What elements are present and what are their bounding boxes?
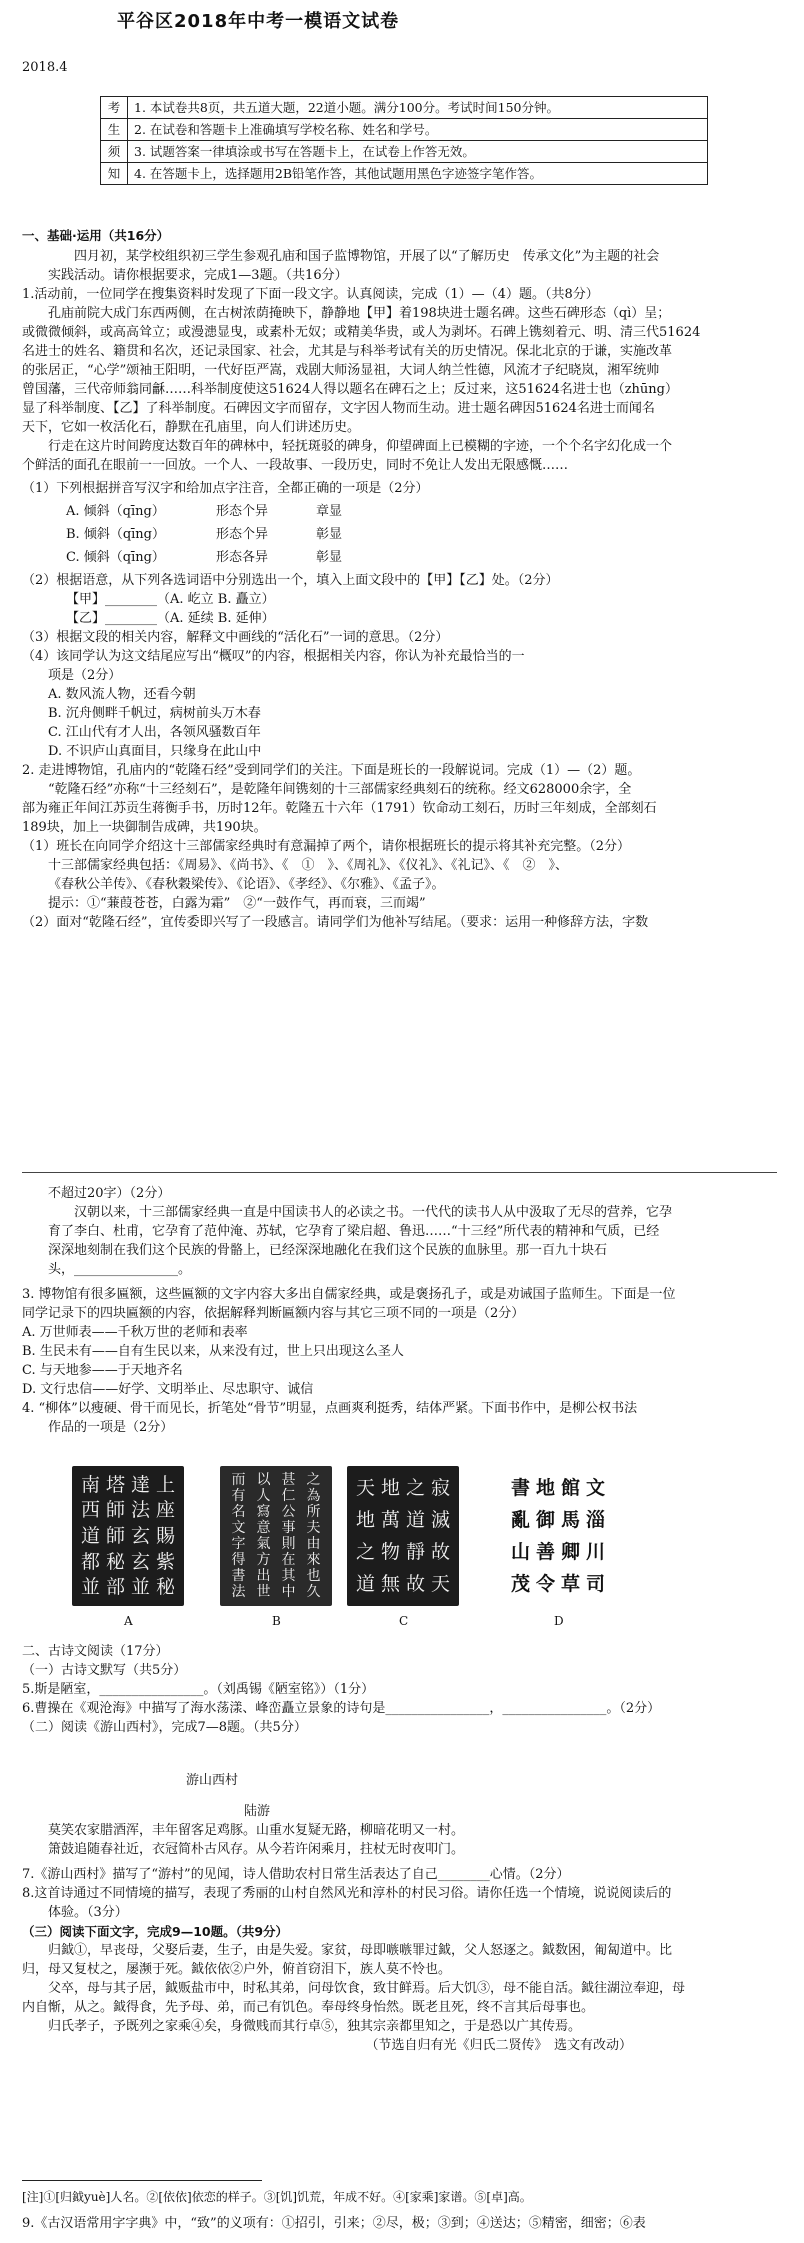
option[interactable]: A. 倾斜（qīng） 形态个异 章显 bbox=[66, 504, 343, 519]
question[interactable]: 6.曹操在《观沧海》中描写了海水荡漾、峰峦矗立景象的诗句是________________，________________。（2分） bbox=[22, 1701, 661, 1716]
answer-blank[interactable]: 【甲】________（A. 屹立 B. 矗立） bbox=[66, 592, 275, 607]
passage-line: 归鉞①，早丧母，父娶后妻，生子，由是失爱。家贫，母即嗾嗾罪过鉞，父人怒逐之。鉞数困，匍匐道中。比 bbox=[48, 1943, 673, 1958]
subsection-heading: （二）阅读《游山西村》，完成7—8题。（共5分） bbox=[22, 1720, 307, 1735]
source-note: （节选自归有光《归氏二贤传》 选文有改动） bbox=[365, 2038, 632, 2053]
hint: 提示：①“蒹葭苍苍，白露为霜” ②“一鼓作气，再而衰，三而竭” bbox=[48, 896, 426, 911]
notice-label: 生 bbox=[101, 119, 128, 141]
notice-label: 知 bbox=[101, 163, 128, 185]
answer-blank[interactable]: 头，________________。 bbox=[48, 1262, 192, 1277]
passage bbox=[22, 304, 782, 475]
option[interactable]: C. 与天地参——于天地齐名 bbox=[22, 1363, 183, 1378]
image-caption: D bbox=[554, 1614, 564, 1628]
passage-line: 行走在这片时间跨度达数百年的碑林中，轻抚斑驳的碑身，仰望碑面上已模糊的字迹，一个个名字幻化成一个 bbox=[48, 439, 673, 454]
options bbox=[22, 502, 782, 567]
passage-line: 曾国藩，三代帝师翁同龢……科举制度使这51624人得以题名在碑石之上；反过来，这51624名进士也（zhūng） bbox=[22, 382, 678, 397]
calligraphy-image-d[interactable]: 文 淄 川 司 館 馬 卿 草 地 御 善 令 書 亂 山 茂 bbox=[502, 1466, 614, 1606]
calligraphy-image-c[interactable]: 寂 滅 故 天 之 道 靜 故 地 萬 物 無 天 地 之 道 bbox=[347, 1466, 459, 1606]
question-stem: 1.活动前，一位同学在搜集资料时发现了下面一段文字。认真阅读，完成（1）—（4）题。（共8分） bbox=[22, 287, 599, 302]
part1-section bbox=[22, 226, 782, 932]
passage-line: 父卒，母与其子居，鉞贩盐市中，时私其弟，问母饮食，致甘鲜焉。后大饥③，母不能自活。鉞往湖泣奉迎，母 bbox=[48, 1981, 686, 1996]
passage-line: 189块，加上一块御制告成碑，共190块。 bbox=[22, 820, 267, 835]
passage-line: 孔庙前院大成门东西两侧，在古树浓荫掩映下，静静地【甲】着198块进士题名碑。这些石碑形态（qì）呈； bbox=[48, 306, 671, 321]
part2-section bbox=[22, 1642, 782, 2055]
image-caption: B bbox=[272, 1614, 281, 1628]
passage-line: 深深地刻制在我们这个民族的骨骼上，已经深深地融化在我们这个民族的血脉里。那一百九十块石 bbox=[48, 1243, 608, 1258]
notice-item: 2. 在试卷和答题卡上准确填写学校名称、姓名和学号。 bbox=[128, 119, 708, 141]
image-caption: C bbox=[399, 1614, 409, 1628]
question-stem: 同学记录下的四块匾额的内容，依据解释判断匾额内容与其它三项不同的一项是（2分） bbox=[22, 1306, 525, 1321]
sub-question: 不超过20字）（2分） bbox=[48, 1186, 171, 1201]
poem-title: 游山西村 bbox=[185, 1773, 238, 1788]
sub-question: （3）根据文段的相关内容，解释文中画线的“活化石”一词的意思。（2分） bbox=[22, 630, 449, 645]
page-title: 平谷区2018年中考一模语文试卷 bbox=[117, 11, 400, 32]
option[interactable]: B. 生民未有——自有生民以来，从来没有过，世上只出现这么圣人 bbox=[22, 1344, 404, 1359]
passage-line: 名进士的姓名、籍贯和名次，还记录国家、社会，尤其是与科举考试有关的历史情况。保北北京的于谦，实施改革 bbox=[22, 344, 673, 359]
option[interactable]: C. 倾斜（qīng） 形态各异 彰显 bbox=[66, 550, 343, 565]
options bbox=[22, 685, 782, 761]
passage-line: 天下，它如一枚活化石，静默在孔庙里，向人们讲述历史。 bbox=[22, 420, 361, 435]
calligraphy-image-b[interactable]: 之 為 所 夫 由 來 也 久 甚 仁 公 事 則 在 其 中 以 人 寫 意 氣 方 出 世 而 有 名 文 字 得 書 法 bbox=[220, 1466, 332, 1606]
sub-question: （1）班长在向同学介绍这十三部儒家经典时有意漏掉了两个，请你根据班长的提示将其补充完整。（2分） bbox=[22, 839, 631, 854]
passage-line: 的张居正，“心学”颂袖王阳明，一代好臣严嵩，戏剧大师汤显祖，大词人纳兰性德，风流才子纪晓岚，湘军统帅 bbox=[22, 363, 660, 378]
question[interactable]: 5.斯是陋室，________________。（刘禹锡《陋室铭》）（1分） bbox=[22, 1682, 375, 1697]
sub-question: （2）根据语意，从下列各选词语中分别选出一个，填入上面文段中的【甲】【乙】处。（2分） bbox=[22, 573, 559, 588]
passage-line: 显了科举制度、【乙】了科举制度。石碑因文字而留存，文字因人物而生动。进士题名碑因51624名进士而闻名 bbox=[22, 401, 655, 416]
question-stem: 4. “柳体”以瘦硬、骨干而见长，折笔处“骨节”明显，点画爽利挺秀，结体严紧。下面书作中，是柳公权书法 bbox=[22, 1401, 638, 1416]
sub-question: （4）该同学认为这文结尾应写出“概叹”的内容，根据相关内容，你认为补充最恰当的一 bbox=[22, 649, 525, 664]
subsection-heading: （三）阅读下面文字，完成9—10题。（共9分） bbox=[22, 1924, 289, 1939]
footnote-divider bbox=[22, 2180, 262, 2181]
question-stem: 2. 走进博物馆，孔庙内的“乾隆石经”受到同学们的关注。下面是班长的一段解说词。完成（1）—（2）题。 bbox=[22, 763, 641, 778]
image-caption: A bbox=[124, 1614, 133, 1628]
passage-line: 归，母又复杖之，屡濒于死。鉞依依②户外，俯首窃泪下，族人莫不怜也。 bbox=[22, 1962, 452, 1977]
passage-line: 部为雍正年间江苏贡生蒋衡手书，历时12年。乾隆五十六年（1791）钦命动工刻石，历时三年刻成，全部刻石 bbox=[22, 801, 657, 816]
notice-item: 3. 试题答案一律填涂或书写在答题卡上，在试卷上作答无效。 bbox=[128, 141, 708, 163]
question: 8.这首诗通过不同情境的描写，表现了秀丽的山村自然风光和淳朴的村民习俗。请你任选一个情境，说说阅读后的 bbox=[22, 1886, 672, 1901]
classics-list[interactable]: 十三部儒家经典包括：《周易》、《尚书》、《 ① 》、《周礼》、《仪礼》、《礼记》、《 ② 》、 bbox=[48, 858, 569, 873]
poem-author: 陆游 bbox=[243, 1804, 270, 1819]
footnote: [注]①[归鉞yuè]人名。②[依依]依恋的样子。③[饥]饥荒，年成不好。④[家乘]家谱。⑤[卓]高。 bbox=[22, 2190, 532, 2204]
sub-question: 项是（2分） bbox=[48, 668, 122, 683]
subsection-heading: （一）古诗文默写（共5分） bbox=[22, 1663, 187, 1678]
notice-item: 4. 在答题卡上，选择题用2B铅笔作答，其他试题用黑色字迹签字笔作答。 bbox=[128, 163, 708, 185]
notice-label: 须 bbox=[101, 141, 128, 163]
question: 9.《古汉语常用字字典》中，“致”的义项有：①招引，引来；②尽，极；③到；④送达；⑤精密，细密；⑥表 bbox=[22, 2216, 646, 2231]
section-heading: 一、基础·运用（共16分） bbox=[22, 228, 170, 243]
poem-line: 箫鼓追随春社近，衣冠简朴古风存。从今若许闲乘月，拄杖无时夜叩门。 bbox=[48, 1842, 465, 1857]
intro-text: 四月初，某学校组织初三学生参观孔庙和国子监博物馆，开展了以“了解历史 传承文化”为主题的社会 bbox=[74, 249, 660, 264]
poem-line: 莫笑农家腊酒浑，丰年留客足鸡豚。山重水复疑无路，柳暗花明又一村。 bbox=[48, 1823, 465, 1838]
question-stem: 作品的一项是（2分） bbox=[48, 1420, 174, 1435]
exam-date: 2018.4 bbox=[22, 60, 68, 75]
part1-continued bbox=[22, 1184, 782, 1437]
notice-item: 1. 本试卷共8页，共五道大题，22道小题。满分100分。考试时间150分钟。 bbox=[128, 97, 708, 119]
question: 体验。（3分） bbox=[48, 1905, 128, 1920]
notice-box bbox=[100, 96, 708, 185]
notice-label: 考 bbox=[101, 97, 128, 119]
page-divider bbox=[22, 1172, 777, 1173]
sub-question: （2）面对“乾隆石经”，宜传委即兴写了一段感言。请同学们为他补写结尾。（要求：运用一种修辞方法，字数 bbox=[22, 915, 649, 930]
passage-line: 归氏孝子，予既列之家乘④矣，身微贱而其行卓⑤，独其宗亲都里知之，于是恐以广其传焉。 bbox=[48, 2019, 582, 2034]
classics-list: 《春秋公羊传》、《春秋穀梁传》、《论语》、《孝经》、《尔雅》、《孟子》。 bbox=[48, 877, 445, 892]
option[interactable]: C. 江山代有才人出，各领风骚数百年 bbox=[48, 725, 261, 740]
option[interactable]: D. 不识庐山真面目，只缘身在此山中 bbox=[48, 744, 262, 759]
question[interactable]: 7.《游山西村》描写了“游村”的见闻，诗人借助农村日常生活表达了自己________心情。（2分） bbox=[22, 1867, 570, 1882]
calligraphy-image-a[interactable]: 上 座 賜 紫 秘 達 法 玄 玄 並 塔 師 師 秘 部 南 西 道 都 並 bbox=[72, 1466, 184, 1606]
passage-line: 育了李白、杜甫，它孕育了范仲淹、苏轼，它孕育了梁启超、鲁迅……“十三经”所代表的精神和气质，已经 bbox=[48, 1224, 660, 1239]
option[interactable]: A. 万世师表——千秋万世的老师和表率 bbox=[22, 1325, 248, 1340]
sub-question: （1）下列根据拼音写汉字和给加点字注音，全都正确的一项是（2分） bbox=[22, 481, 429, 496]
passage-line: 个鲜活的面孔在眼前一一回放。一个人、一段故事、一段历史，同时不免让人发出无限感慨…… bbox=[22, 458, 569, 473]
option[interactable]: A. 数风流人物，还看今朝 bbox=[48, 687, 196, 702]
option[interactable]: B. 倾斜（qīng） 形态个异 彰显 bbox=[66, 527, 343, 542]
option[interactable]: B. 沉舟侧畔千帆过，病树前头万木春 bbox=[48, 706, 261, 721]
passage-line: “乾隆石经”亦称“十三经刻石”，是乾隆年间镌刻的十三部儒家经典刻石的统称。经文628000余字，全 bbox=[48, 782, 632, 797]
question-stem: 3. 博物馆有很多匾额，这些匾额的文字内容大多出自儒家经典，或是褒扬孔子，或是劝诫国子监师生。下面是一位 bbox=[22, 1287, 676, 1302]
section-heading: 二、古诗文阅读（17分） bbox=[22, 1644, 169, 1659]
option[interactable]: D. 文行忠信——好学、文明举止、尽忠职守、诚信 bbox=[22, 1382, 314, 1397]
passage-line: 内自惭，从之。鉞得食，先予母、弟，而己有饥色。奉母终身怡然。既老且死，终不言其后母事也。 bbox=[22, 2000, 595, 2015]
answer-blank[interactable]: 【乙】________（A. 延续 B. 延伸） bbox=[66, 611, 275, 626]
passage-line: 或微微倾斜，或高高耸立；或漫漶显曳，或素朴无奴；或精美华贵，或人为剥坏。石碑上镌刻着元、明、清三代51624 bbox=[22, 325, 701, 340]
intro-text: 实践活动。请你根据要求，完成1—3题。（共16分） bbox=[48, 268, 348, 283]
passage-line: 汉朝以来，十三部儒家经典一直是中国读书人的必读之书。一代代的读书人从中汲取了无尽的营养，它孕 bbox=[74, 1205, 673, 1220]
